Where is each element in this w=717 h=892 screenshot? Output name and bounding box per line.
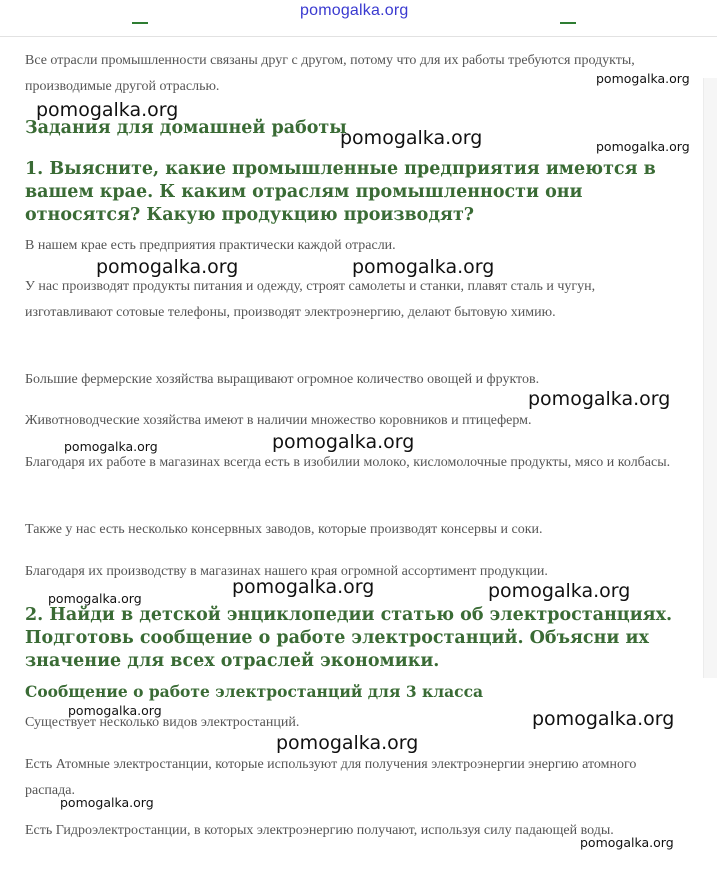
watermark-text: pomogalka.org (528, 388, 671, 410)
task1-paragraph: Благодаря их производству в магазинах нашего края огромной ассортимент продукции. (25, 564, 548, 579)
watermark-text: pomogalka.org (60, 795, 154, 810)
right-sidebar-edge (703, 78, 717, 678)
watermark-text: pomogalka.org (352, 256, 495, 278)
task1-paragraph: Животноводческие хозяйства имеют в наличии множество коровников и птицеферм. (25, 413, 532, 428)
watermark-text: pomogalka.org (36, 99, 179, 121)
watermark-text: pomogalka.org (596, 71, 690, 86)
task1-question: 1. Выясните, какие промышленные предприятия имеются в вашем крае. К каким отраслям промышленности они относятся? Какую продукцию производят? (25, 159, 656, 225)
task2-paragraph: Существует несколько видов электростанций. (25, 715, 300, 730)
watermark-text: pomogalka.org (272, 431, 415, 453)
nav-accent-left (132, 22, 148, 24)
task1-paragraph: Благодаря их работе в магазинах всегда есть в изобилии молоко, кисломолочные продукты, мясо и колбасы. (25, 455, 671, 470)
task2-question: 2. Найди в детской энциклопедии статью об электростанциях. Подготовь сообщение о работе электростанций. Объясни их значение для всех отраслей экономики. (25, 605, 673, 671)
task1-paragraph: В нашем крае есть предприятия практически каждой отрасли. (25, 238, 396, 253)
watermark-text: pomogalka.org (340, 127, 483, 149)
watermark-text: pomogalka.org (488, 580, 631, 602)
watermark-text: pomogalka.org (596, 139, 690, 154)
nav-accent-right (560, 22, 576, 24)
intro-paragraph: Все отрасли промышленности связаны друг с другом, потому что для их работы требуются продукты, производимые другой отраслью. (25, 53, 635, 94)
task1-paragraph: У нас производят продукты питания и одежду, строят самолеты и станки, плавят сталь и чугун, изготавливают сотовые телефоны, производят электроэнергию, делают бытовую химию. (25, 279, 596, 320)
task2-paragraph: Есть Атомные электростанции, которые используют для получения электроэнергии энергию атомного распада. (25, 757, 637, 798)
site-title-link[interactable]: pomogalka.org (300, 2, 409, 19)
watermark-text: pomogalka.org (96, 256, 239, 278)
watermark-text: pomogalka.org (64, 439, 158, 454)
task1-paragraph: Также у нас есть несколько консервных заводов, которые производят консервы и соки. (25, 522, 543, 537)
task2-paragraph: Есть Гидроэлектростанции, в которых электроэнергию получают, используя силу падающей воды. (25, 823, 614, 838)
task2-subheading: Сообщение о работе электростанций для 3 класса (25, 682, 484, 701)
watermark-text: pomogalka.org (68, 703, 162, 718)
top-bar (0, 0, 717, 37)
task1-paragraph: Большие фермерские хозяйства выращивают огромное количество овощей и фруктов. (25, 372, 540, 387)
watermark-text: pomogalka.org (276, 732, 419, 754)
watermark-text: pomogalka.org (580, 835, 674, 850)
watermark-text: pomogalka.org (232, 576, 375, 598)
watermark-text: pomogalka.org (532, 708, 675, 730)
watermark-text: pomogalka.org (48, 591, 142, 606)
section-title: Задания для домашней работы (25, 118, 347, 138)
